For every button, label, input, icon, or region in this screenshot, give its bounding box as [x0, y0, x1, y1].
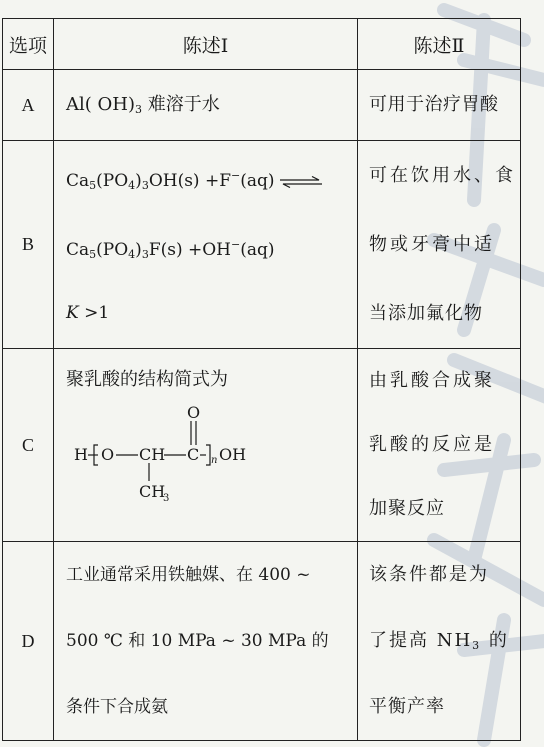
statement-1-cell — [54, 349, 358, 542]
statement-1-line: 条件下合成氨 — [66, 697, 168, 717]
statement-2-line: 平衡产率 — [369, 696, 445, 717]
formula-text: (aq) — [240, 171, 275, 191]
statement-2-line: 加聚反应 — [369, 498, 445, 519]
formula-text: (PO — [96, 171, 129, 191]
structure-o: O — [101, 445, 115, 464]
row-label: C — [3, 349, 54, 542]
structure-h: H — [74, 445, 88, 464]
statement-1-line: 工业通常采用铁触媒、在 400 ~ — [66, 565, 311, 585]
formula-superscript: − — [231, 238, 241, 251]
equation-line-3 — [66, 279, 357, 348]
statement-2-line: 可在饮用水、食 — [369, 165, 516, 186]
table-row — [3, 70, 521, 141]
formula-text: (PO — [96, 240, 129, 260]
table-row — [3, 349, 521, 542]
header-statement-2: 陈述Ⅱ — [358, 19, 521, 70]
header-row — [3, 19, 521, 70]
formula-text: >1 — [78, 303, 110, 323]
equation-line-2 — [66, 210, 357, 279]
statement-2-line: 物或牙膏中适 — [369, 234, 495, 255]
formula-text: ) — [135, 171, 142, 191]
formula-text: Ca — [66, 171, 90, 191]
formula-text: 难溶于水 — [141, 94, 220, 115]
statement-2-text: 的 — [481, 630, 509, 651]
formula-subscript: 4 — [128, 248, 136, 261]
statement-2-line: 该条件都是为 — [369, 564, 489, 585]
formula-superscript: − — [231, 169, 241, 182]
statement-2-cell — [358, 542, 521, 741]
statement-2-cell — [358, 141, 521, 349]
formula-text: OH(s) +F — [148, 171, 232, 191]
header-statement-1: 陈述Ⅰ — [54, 19, 358, 70]
statement-2-text: 可用于治疗胃酸 — [369, 94, 499, 115]
formula-subscript: 5 — [89, 179, 97, 192]
structure-c: C — [187, 445, 200, 464]
statement-2-cell — [358, 349, 521, 542]
formula-subscript: 3 — [141, 248, 149, 261]
statement-1-cell — [54, 542, 358, 741]
statement-2-line: 由乳酸合成聚 — [369, 370, 495, 391]
structure-oh: OH — [219, 445, 247, 464]
polylactic-acid-structure — [66, 403, 296, 503]
statement-1-text: 聚乳酸的结构简式为 — [66, 369, 228, 390]
structure-n: n — [211, 455, 218, 466]
row-label: B — [3, 141, 54, 349]
statement-2-cell — [358, 70, 521, 141]
formula-text: Ca — [66, 240, 90, 260]
statement-1-cell — [54, 141, 358, 349]
structure-ch3-subscript: 3 — [163, 493, 170, 503]
row-label: D — [3, 542, 54, 741]
header-option: 选项 — [3, 19, 54, 70]
formula-subscript: 3 — [134, 103, 142, 116]
structure-ch3: CH — [139, 482, 166, 501]
formula-text: ) — [135, 240, 142, 260]
statement-1-text — [66, 70, 357, 140]
statement-1-line: 500 ℃ 和 10 MPa ~ 30 MPa 的 — [66, 631, 329, 651]
formula-text: F(s) +OH — [148, 240, 232, 260]
structure-o-top: O — [187, 403, 201, 422]
formula-subscript: 4 — [128, 179, 136, 192]
equation-line-1 — [66, 141, 357, 210]
statement-2-line: 乳酸的反应是 — [369, 434, 495, 455]
statement-2-line: 当添加氟化物 — [369, 303, 483, 324]
equilibrium-arrow-icon — [279, 176, 323, 188]
statement-1-cell — [54, 70, 358, 141]
constant-symbol: K — [66, 303, 79, 323]
structure-ch: CH — [139, 445, 166, 464]
table-row — [3, 542, 521, 741]
formula-subscript: 3 — [141, 179, 149, 192]
statement-2-text: 了提高 NH — [369, 630, 473, 651]
formula-subscript: 5 — [89, 248, 97, 261]
statement-2-line — [369, 608, 520, 674]
comparison-table — [2, 18, 521, 741]
formula-subscript: 3 — [472, 639, 482, 652]
formula-text: (aq) — [240, 240, 275, 260]
table-row — [3, 141, 521, 349]
formula-text: Al( OH) — [66, 94, 135, 115]
row-label: A — [3, 70, 54, 141]
